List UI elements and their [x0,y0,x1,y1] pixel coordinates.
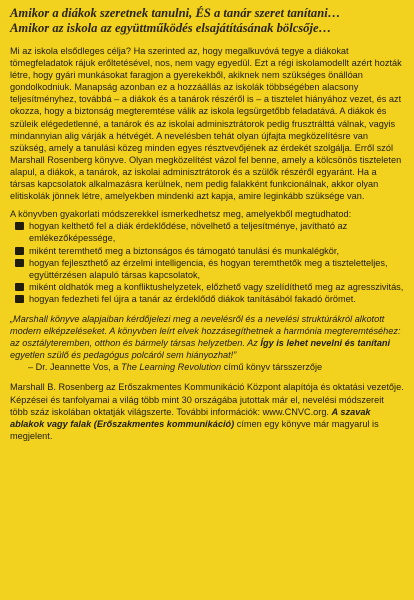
square-bullet-icon [15,222,24,230]
benefits-list [10,220,404,305]
headline-line-2: Amikor az iskola az együttműködés elsajátításának bölcsője… [10,21,332,35]
square-bullet-icon [15,247,24,255]
endorsement-quote [10,313,404,361]
bio-end: címen egy könyve már magyarul is megjelent. [10,418,379,441]
list-item [10,245,404,257]
author-bio [10,381,404,441]
list-item-text: miként teremthető meg a biztonságos és támogató tanulási és munkalégkör, [29,245,339,256]
list-item [10,293,404,305]
square-bullet-icon [15,259,24,267]
list-item-text: hogyan fejleszthető az érzelmi intelligencia, és hogyan teremthetők meg a tiszteletteljes, együttérzésen alapuló társas kapcsolatok, [29,257,388,280]
attribution-suffix: című könyv társszerzője [221,362,323,373]
bio-text: Marshall B. Rosenberg az Erőszakmentes Kommunikáció Központ alapítója és oktatási vezetője. Képzései és tanfolyamai a világ több mint 30 országába jutottak már el, nevelési módszereit több száz iskolában oktatják világszerte. További információk: www.CNVC.org. [10,382,404,417]
list-item [10,220,404,244]
list-item [10,257,404,281]
square-bullet-icon [15,283,24,291]
list-item-text: hogyan fedezheti fel újra a tanár az érdeklődő diákok tanításából fakadó örömet. [29,293,356,304]
quote-text-2: egyetlen szülő és pedagógus polcáról sem hiányozhat!” [10,350,237,361]
list-intro: A könyvben gyakorlati módszerekkel ismerkedhetsz meg, amelyekből megtudhatod: [10,209,352,220]
bio-book-subtitle: (Erőszakmentes kommunikáció) [91,418,235,429]
quote-text-1: „Marshall könyve alapjaiban kérdőjelezi meg a nevelésről és a nevelési struktúrákról alkotott modern elképzeléseket. A könyvben leírt elvek hozzásegíthetnek a harmónia megteremtéséhez: az osztályteremben, otthon és bármely társas helyzetben. Az [10,313,401,349]
bio-book-title: A szavak ablakok vagy falak [10,406,371,429]
list-item-text: hogyan kelthető fel a diák érdeklődése, növelhető a teljesítménye, javítható az emlékezőképessége, [29,221,348,244]
quote-book-title: Így is lehet nevelni és tanítani [260,338,391,349]
list-item [10,281,404,293]
square-bullet-icon [15,295,24,303]
intro-paragraph: Mi az iskola elsődleges célja? Ha szerinted az, hogy megalkuvóvá tegye a diákokat tömegfeladatok rájuk erőltetésével, nos, nem vagy egyedül. Ezt a régi iskolamodellt azért hozták létre, hogy gyári munkásokat faragjon a gyerekekből, akiknek nem szükséges önállóan gondolkodniuk. Manapság azonban ez a hozzáállás az iskolák többségében alacsony teljesítményhez, továbbá – a diákok és a tanárok részéről is – a tisztelet hiányához vezet, és azt okozza, hogy a biztonság megteremtése válik az iskola legsürgetőbb feladatává. A diákok és szüleik elégedetlenné, a tanárok és az iskolai adminisztrátorok pedig frusztrálttá válnak, vagyis mindannyian alig várják a hétvégét. A nevelésben tehát olyan újfajta megközelítésre van szükség, amely a tanulási közeg minden egyes résztvevőjének az érdekét szolgálja. Erről szól Marshall Rosenberg könyve. Olyan megközelítést vázol fel benne, amely a kölcsönös tiszteleten alapul, a diákok, a tanárok, az iskolai adminisztrátorok és a szülők részéről egyaránt. Ha a társas kapcsolatok alkalmazásra kerülnek, nem pedig falakként funkcionálnak, akkor olyan elitiskolák jönnek létre, amelyekben mindenki azt kapja, amire leginkább szüksége van. [10,46,402,202]
attribution-prefix: – Dr. Jeannette Vos, a [28,362,121,373]
attribution-book-title: The Learning Revolution [120,362,222,373]
headline [10,6,404,36]
list-item-text: miként oldhatók meg a konfliktushelyzetek, előzhető vagy szelídíthető meg az agresszivitás, [29,281,404,292]
headline-line-1: Amikor a diákok szeretnek tanulni, ÉS a tanár szeret tanítani… [10,6,341,20]
quote-attribution [10,361,404,373]
